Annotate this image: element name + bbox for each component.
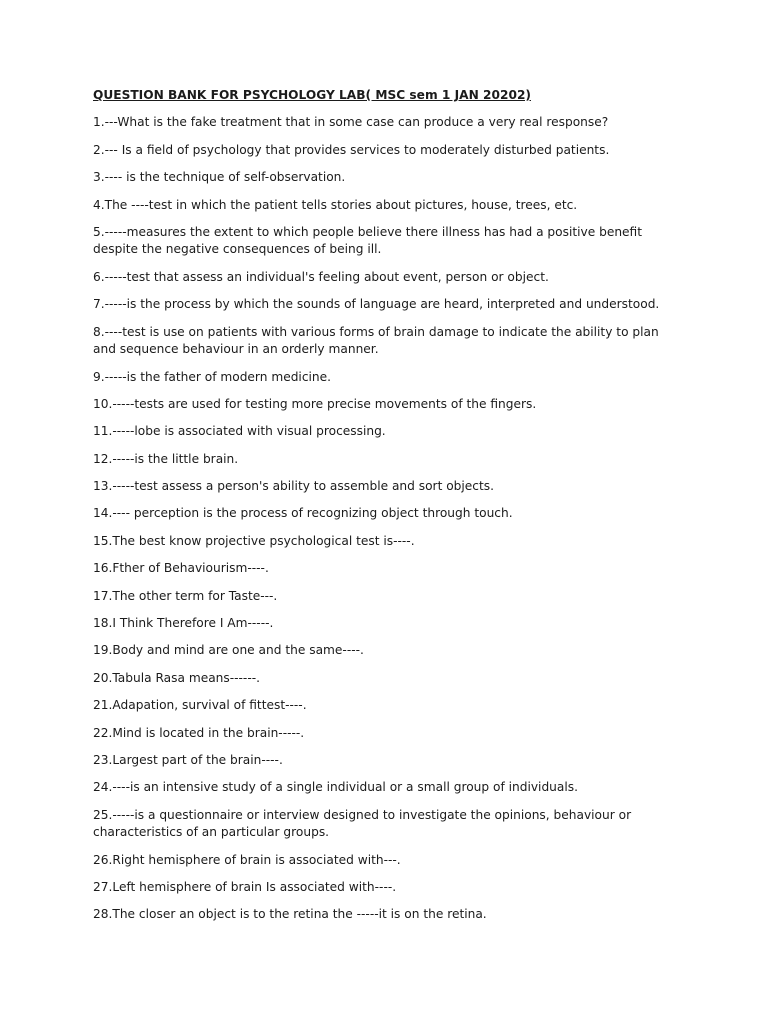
question-item: 20.Tabula Rasa means------. xyxy=(93,670,260,685)
question-item: 26.Right hemisphere of brain is associated with---. xyxy=(93,852,401,867)
question-item: 16.Fther of Behaviourism----. xyxy=(93,561,269,576)
question-item: 8.----test is use on patients with various forms of brain damage to indicate the ability to plan and sequence behaviour in an orderly manner. xyxy=(93,324,659,357)
question-item: 4.The ----test in which the patient tells stories about pictures, house, trees, etc. xyxy=(93,197,578,212)
question-item: 1.---What is the fake treatment that in some case can produce a very real response? xyxy=(93,115,609,130)
question-item: 13.-----test assess a person's ability to assemble and sort objects. xyxy=(93,479,495,494)
question-item: 25.-----is a questionnaire or interview designed to investigate the opinions, behaviour or characteristics of an particular groups. xyxy=(93,807,632,840)
question-item: 6.-----test that assess an individual's feeling about event, person or object. xyxy=(93,269,549,284)
question-item: 5.-----measures the extent to which people believe there illness has had a positive benefit despite the negative consequences of being ill. xyxy=(93,224,643,257)
question-item: 19.Body and mind are one and the same----. xyxy=(93,643,364,658)
question-item: 18.I Think Therefore I Am-----. xyxy=(93,616,274,631)
question-item: 10.-----tests are used for testing more precise movements of the fingers. xyxy=(93,396,537,411)
question-item: 27.Left hemisphere of brain Is associated with----. xyxy=(93,880,397,895)
question-item: 17.The other term for Taste---. xyxy=(93,588,278,603)
question-item: 3.---- is the technique of self-observation. xyxy=(93,170,346,185)
question-item: 7.-----is the process by which the sounds of language are heard, interpreted and understood. xyxy=(93,297,660,312)
question-item: 23.Largest part of the brain----. xyxy=(93,752,283,767)
question-item: 12.-----is the little brain. xyxy=(93,451,239,466)
question-item: 21.Adapation, survival of fittest----. xyxy=(93,698,307,713)
question-item: 2.--- Is a field of psychology that provides services to moderately disturbed patients. xyxy=(93,142,610,157)
question-item: 11.-----lobe is associated with visual processing. xyxy=(93,424,386,439)
question-item: 28.The closer an object is to the retina the -----it is on the retina. xyxy=(93,907,487,922)
question-item: 14.---- perception is the process of recognizing object through touch. xyxy=(93,506,513,521)
question-item: 22.Mind is located in the brain-----. xyxy=(93,725,305,740)
question-item: 9.-----is the father of modern medicine. xyxy=(93,369,332,384)
question-list xyxy=(93,114,673,924)
document-body xyxy=(93,87,673,934)
document-title: QUESTION BANK FOR PSYCHOLOGY LAB( MSC sem 1 JAN 20202) xyxy=(93,88,531,102)
question-item: 24.----is an intensive study of a single individual or a small group of individuals. xyxy=(93,780,578,795)
question-item: 15.The best know projective psychological test is----. xyxy=(93,533,415,548)
